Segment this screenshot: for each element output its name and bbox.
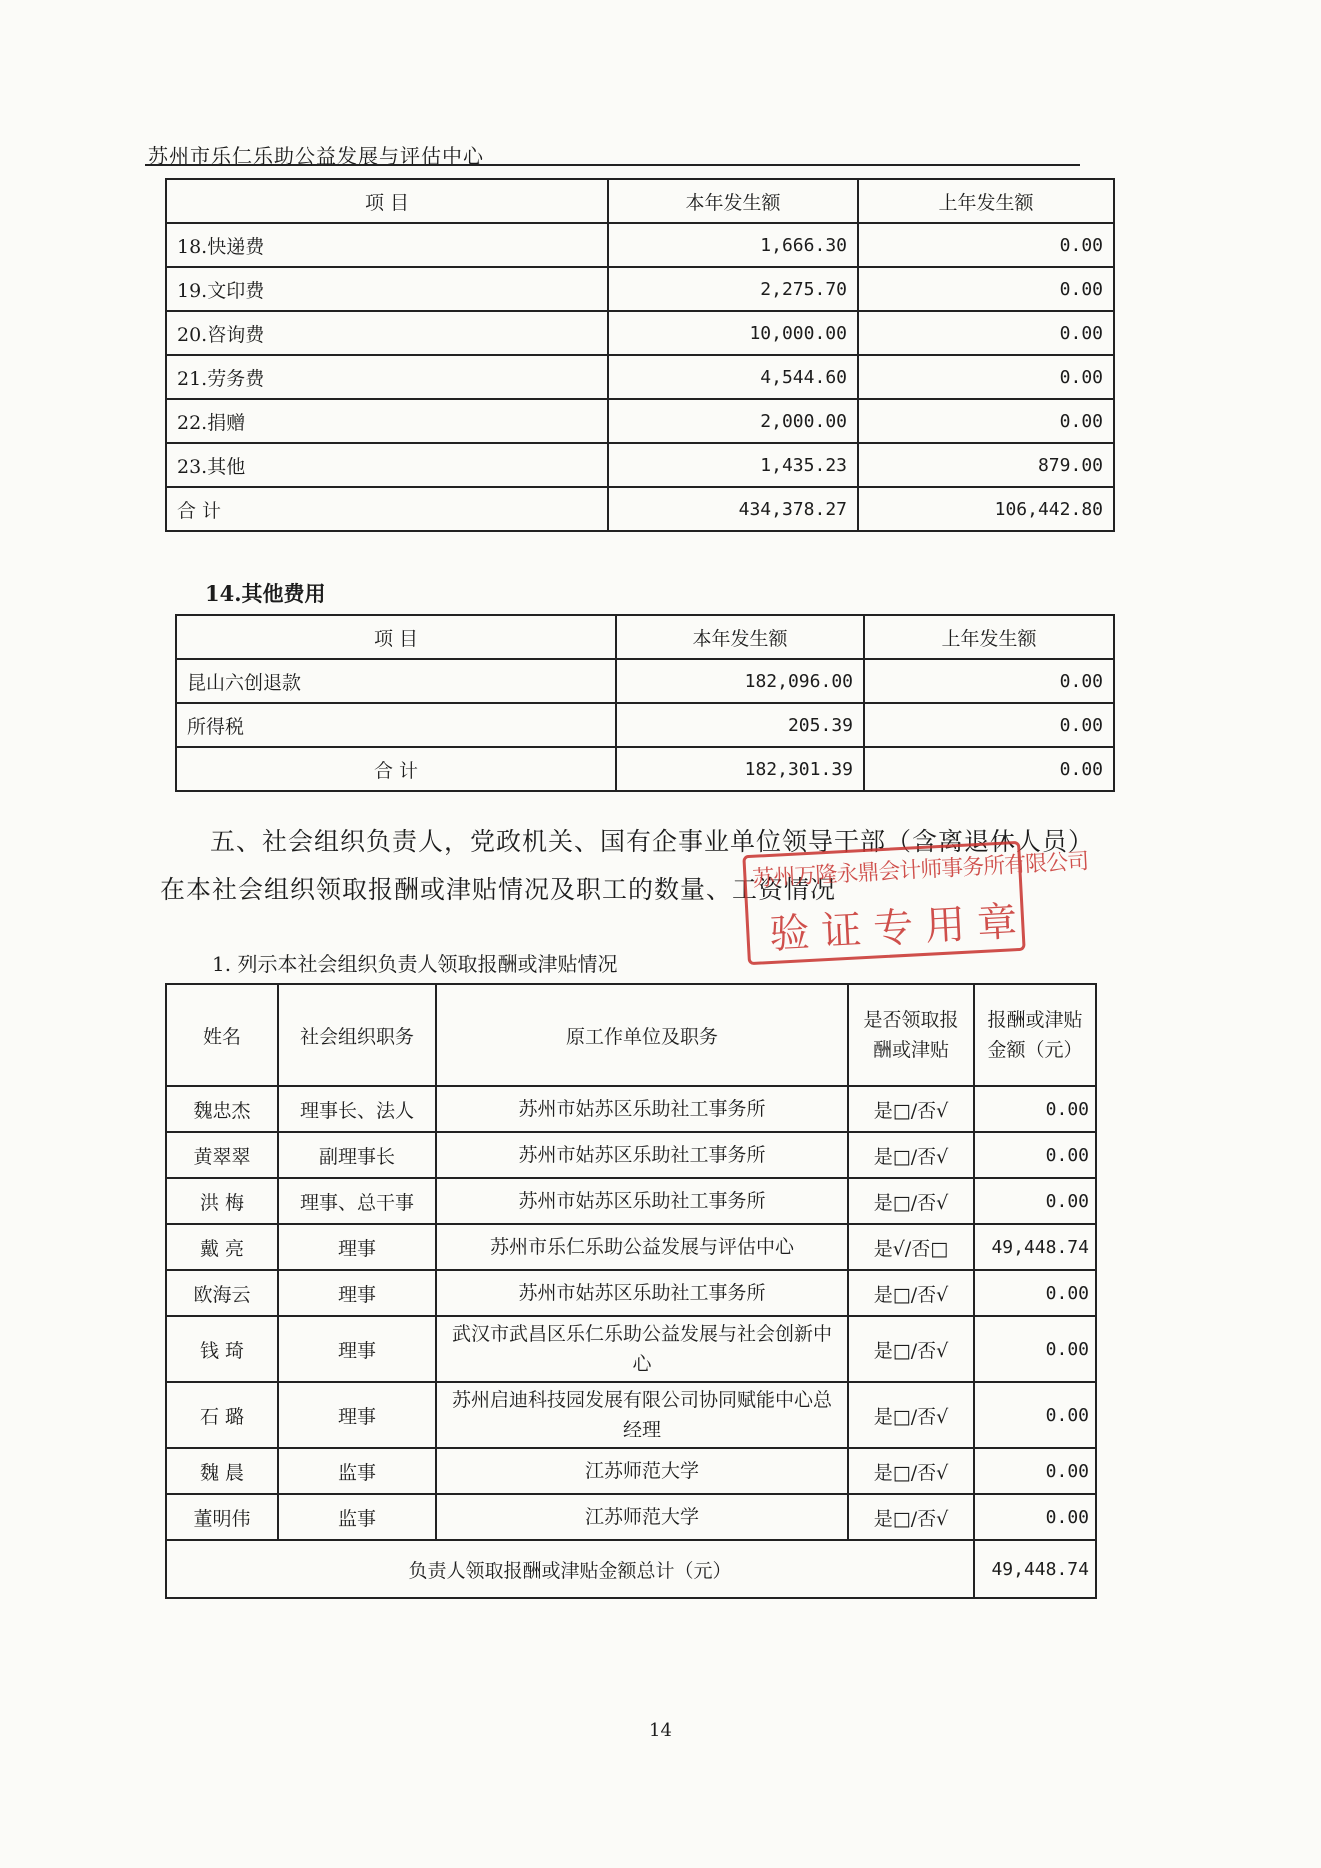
prior-year-cell: 0.00: [858, 399, 1114, 443]
original-employer-cell: 苏州市乐仁乐助公益发展与评估中心: [436, 1224, 848, 1270]
amount-cell: 0.00: [974, 1494, 1096, 1540]
paid-status-cell: 是□/否√: [848, 1178, 974, 1224]
total-label-cell: 负责人领取报酬或津贴金额总计（元）: [166, 1540, 974, 1598]
name-cell: 欧海云: [166, 1270, 278, 1316]
name-cell: 钱 琦: [166, 1316, 278, 1382]
table-row: [166, 267, 1114, 311]
prior-year-cell: 0.00: [858, 223, 1114, 267]
amount-cell: 0.00: [974, 1132, 1096, 1178]
table-row: [166, 1132, 1096, 1178]
current-year-cell: 1,435.23: [608, 443, 858, 487]
total-amount-cell: 49,448.74: [974, 1540, 1096, 1598]
paid-status-cell: 是□/否√: [848, 1382, 974, 1448]
amount-cell: 0.00: [974, 1178, 1096, 1224]
position-cell: 监事: [278, 1494, 436, 1540]
current-year-cell: 10,000.00: [608, 311, 858, 355]
table-row: [176, 703, 1114, 747]
paid-status-cell: 是□/否√: [848, 1270, 974, 1316]
current-year-cell: 2,275.70: [608, 267, 858, 311]
current-year-total-cell: 434,378.27: [608, 487, 858, 531]
prior-year-total-cell: 106,442.80: [858, 487, 1114, 531]
original-employer-cell: 苏州市姑苏区乐助社工事务所: [436, 1086, 848, 1132]
original-employer-cell: 江苏师范大学: [436, 1448, 848, 1494]
header-divider: [145, 164, 1080, 166]
item-cell: 19.文印费: [166, 267, 608, 311]
table-row: [166, 355, 1114, 399]
column-header: 项 目: [166, 179, 608, 223]
paid-status-cell: 是□/否√: [848, 1086, 974, 1132]
column-header: 项 目: [176, 615, 616, 659]
seal-firm-name: 苏州万隆永鼎会计师事务所有限公司: [751, 849, 1089, 892]
amount-cell: 0.00: [974, 1316, 1096, 1382]
column-header: 原工作单位及职务: [436, 984, 848, 1086]
table-row: [166, 1494, 1096, 1540]
item-cell: 昆山六创退款: [176, 659, 616, 703]
column-header: 报酬或津贴金额（元）: [974, 984, 1096, 1086]
item-cell: 21.劳务费: [166, 355, 608, 399]
table-row: [166, 1270, 1096, 1316]
officers-subheading: 1. 列示本社会组织负责人领取报酬或津贴情况: [212, 952, 618, 976]
column-header: 上年发生额: [858, 179, 1114, 223]
total-label-cell: 合 计: [166, 487, 608, 531]
amount-cell: 0.00: [974, 1448, 1096, 1494]
table-row: [166, 1086, 1096, 1132]
column-header: 是否领取报酬或津贴: [848, 984, 974, 1086]
original-employer-cell: 苏州市姑苏区乐助社工事务所: [436, 1132, 848, 1178]
column-header: 本年发生额: [608, 179, 858, 223]
table-row: [166, 399, 1114, 443]
name-cell: 戴 亮: [166, 1224, 278, 1270]
page-number: 14: [649, 1720, 672, 1741]
position-cell: 理事: [278, 1270, 436, 1316]
amount-cell: 0.00: [974, 1086, 1096, 1132]
officer-remuneration-table: [165, 983, 1097, 1599]
amount-cell: 49,448.74: [974, 1224, 1096, 1270]
name-cell: 黄翠翠: [166, 1132, 278, 1178]
original-employer-cell: 江苏师范大学: [436, 1494, 848, 1540]
prior-year-cell: 0.00: [864, 703, 1114, 747]
original-employer-cell: 苏州启迪科技园发展有限公司协同赋能中心总经理: [436, 1382, 848, 1448]
current-year-total-cell: 182,301.39: [616, 747, 864, 791]
other-expenses-heading: 14.其他费用: [205, 581, 326, 606]
name-cell: 魏 晨: [166, 1448, 278, 1494]
column-header: 上年发生额: [864, 615, 1114, 659]
current-year-cell: 205.39: [616, 703, 864, 747]
table-total-row: [166, 1540, 1096, 1598]
position-cell: 副理事长: [278, 1132, 436, 1178]
position-cell: 监事: [278, 1448, 436, 1494]
table-row: [166, 311, 1114, 355]
column-header: 姓名: [166, 984, 278, 1086]
table-total-row: [166, 487, 1114, 531]
table-header-row: [176, 615, 1114, 659]
prior-year-cell: 0.00: [858, 311, 1114, 355]
amount-cell: 0.00: [974, 1382, 1096, 1448]
item-cell: 所得税: [176, 703, 616, 747]
table-row: [166, 1382, 1096, 1448]
prior-year-cell: 0.00: [858, 267, 1114, 311]
other-expenses-table: [175, 614, 1115, 792]
item-cell: 18.快递费: [166, 223, 608, 267]
table-row: [166, 1224, 1096, 1270]
paid-status-cell: 是□/否√: [848, 1494, 974, 1540]
current-year-cell: 182,096.00: [616, 659, 864, 703]
table-row: [166, 1448, 1096, 1494]
position-cell: 理事、总干事: [278, 1178, 436, 1224]
position-cell: 理事长、法人: [278, 1086, 436, 1132]
current-year-cell: 4,544.60: [608, 355, 858, 399]
seal-purpose: 验证专用章: [768, 898, 1031, 959]
name-cell: 董明伟: [166, 1494, 278, 1540]
table-row: [176, 659, 1114, 703]
table-header-row: [166, 179, 1114, 223]
original-employer-cell: 苏州市姑苏区乐助社工事务所: [436, 1178, 848, 1224]
table-row: [166, 223, 1114, 267]
current-year-cell: 2,000.00: [608, 399, 858, 443]
name-cell: 洪 梅: [166, 1178, 278, 1224]
item-cell: 20.咨询费: [166, 311, 608, 355]
table-total-row: [176, 747, 1114, 791]
paid-status-cell: 是□/否√: [848, 1132, 974, 1178]
name-cell: 石 璐: [166, 1382, 278, 1448]
name-cell: 魏忠杰: [166, 1086, 278, 1132]
prior-year-cell: 0.00: [864, 659, 1114, 703]
original-employer-cell: 武汉市武昌区乐仁乐助公益发展与社会创新中心: [436, 1316, 848, 1382]
total-label-cell: 合 计: [176, 747, 616, 791]
section-five-paragraph: 五、社会组织负责人，党政机关、国有企事业单位领导干部（含离退休人员）在本社会组织领取报酬或津贴情况及职工的数量、工资情况: [160, 827, 1082, 904]
paid-status-cell: 是□/否√: [848, 1316, 974, 1382]
prior-year-cell: 879.00: [858, 443, 1114, 487]
table-row: [166, 1316, 1096, 1382]
position-cell: 理事: [278, 1224, 436, 1270]
current-year-cell: 1,666.30: [608, 223, 858, 267]
paid-status-cell: 是□/否√: [848, 1448, 974, 1494]
prior-year-total-cell: 0.00: [864, 747, 1114, 791]
position-cell: 理事: [278, 1382, 436, 1448]
item-cell: 23.其他: [166, 443, 608, 487]
position-cell: 理事: [278, 1316, 436, 1382]
expense-detail-table: [165, 178, 1115, 532]
amount-cell: 0.00: [974, 1270, 1096, 1316]
item-cell: 22.捐赠: [166, 399, 608, 443]
column-header: 本年发生额: [616, 615, 864, 659]
page-header-title: 苏州市乐仁乐助公益发展与评估中心: [148, 144, 484, 168]
table-row: [166, 443, 1114, 487]
original-employer-cell: 苏州市姑苏区乐助社工事务所: [436, 1270, 848, 1316]
table-row: [166, 1178, 1096, 1224]
paid-status-cell: 是√/否□: [848, 1224, 974, 1270]
column-header: 社会组织职务: [278, 984, 436, 1086]
prior-year-cell: 0.00: [858, 355, 1114, 399]
table-header-row: [166, 984, 1096, 1086]
verification-seal: [742, 841, 1089, 965]
